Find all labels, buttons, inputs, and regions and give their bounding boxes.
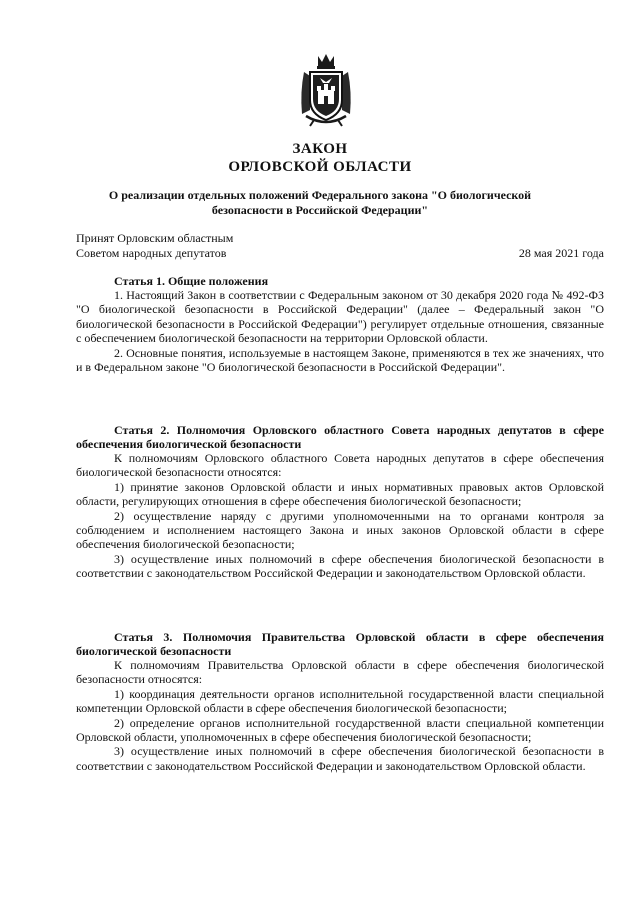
article-3	[76, 630, 604, 773]
article-2	[76, 423, 604, 581]
adoption-line-2: Советом народных депутатов	[76, 246, 227, 260]
article-heading: Статья 1. Общие положения	[114, 274, 269, 288]
adoption-info	[76, 231, 233, 261]
article-paragraph: 2. Основные понятия, используемые в настоящем Законе, применяются в тех же значениях, что и в Федеральном законе "О биологической безопасности в Российской Федерации".	[76, 345, 604, 375]
article-paragraph: 1) принятие законов Орловской области и иных нормативных правовых актов Орловской области, регулирующих отношения в сфере обеспечения биологической безопасности;	[76, 479, 604, 509]
article-paragraph: 1. Настоящий Закон в соответствии с Федеральным законом от 30 декабря 2020 года № 492-ФЗ "О биологической безопасности в Российской Федерации" (далее – Федеральный закон "О биологической безопасности в Российской Федерации") регулирует отдельные отношения, связанные с обеспечением биологической безопасности на территории Орловской области.	[76, 288, 604, 346]
article-heading: Статья 3. Полномочия Правительства Орловской области в сфере обеспечения биологической безопасности	[76, 630, 604, 658]
article-heading: Статья 2. Полномочия Орловского областного Совета народных депутатов в сфере обеспечения биологической безопасности	[76, 423, 604, 451]
article-1	[76, 274, 604, 374]
article-paragraph: 3) осуществление иных полномочий в сфере обеспечения биологической безопасности в соответствии с законодательством Российской Федерации и законодательством Орловской области.	[76, 551, 604, 581]
adoption-line-1: Принят Орловским областным	[76, 231, 234, 245]
law-subtitle: О реализации отдельных положений Федерального закона "О биологической безопасности в Российской Федерации"	[108, 188, 532, 217]
article-paragraph: 3) осуществление иных полномочий в сфере обеспечения биологической безопасности в соответствии с законодательством Российской Федерации и законодательством Орловской области.	[76, 744, 604, 773]
adoption-date: 28 мая 2021 года	[518, 246, 604, 260]
law-title: ЗАКОН	[292, 141, 348, 157]
region-title: ОРЛОВСКОЙ ОБЛАСТИ	[228, 159, 412, 175]
orel-oblast-coat-of-arms-icon	[296, 52, 356, 128]
article-paragraph: 2) осуществление наряду с другими уполномоченными на то органами контроля за соблюдением и исполнением настоящего Закона и иных законов Орловской области в сфере обеспечения биологической безопасности;	[76, 508, 604, 552]
article-paragraph: 2) определение органов исполнительной государственной власти специальной компетенции Орловской области, уполномоченных в сфере обеспечения биологической безопасности;	[76, 715, 604, 745]
article-paragraph: К полномочиям Орловского областного Совета народных депутатов в сфере обеспечения биологической безопасности относятся:	[76, 451, 604, 480]
article-paragraph: К полномочиям Правительства Орловской области в сфере обеспечения биологической безопасности относятся:	[76, 658, 604, 687]
article-paragraph: 1) координация деятельности органов исполнительной государственной власти специальной компетенции Орловской области в сфере обеспечения биологической безопасности;	[76, 686, 604, 716]
